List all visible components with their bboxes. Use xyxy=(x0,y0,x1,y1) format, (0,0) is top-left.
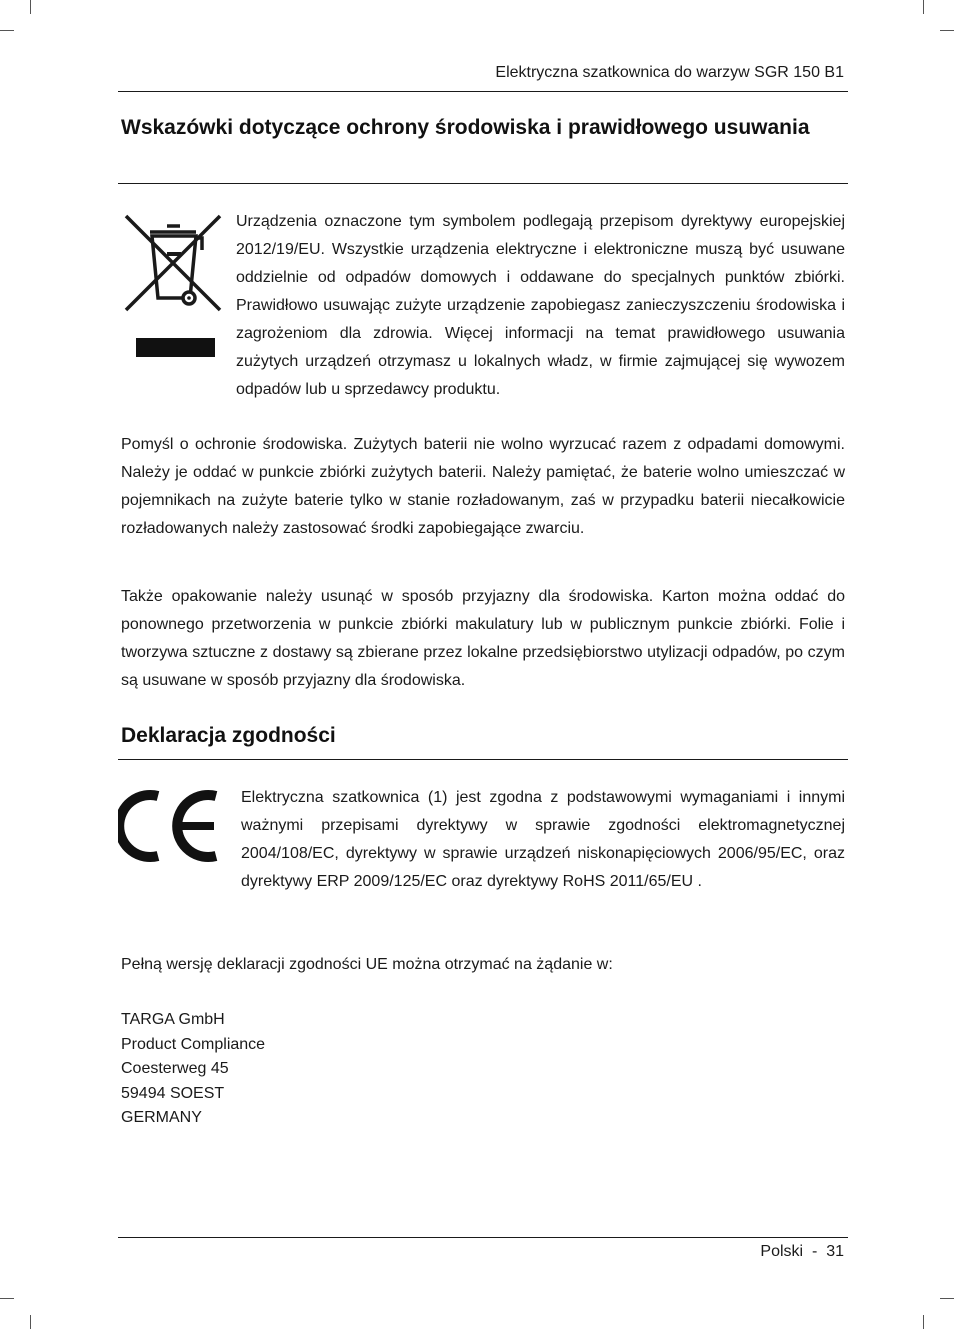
crop-mark xyxy=(0,30,14,31)
crop-mark xyxy=(923,1315,924,1329)
section-heading-environment: Wskazówki dotyczące ochrony środowiska i prawidłowego usuwania xyxy=(121,116,810,139)
address-country: GERMANY xyxy=(121,1109,202,1126)
battery-paragraph: Pomyśl o ochronie środowiska. Zużytych baterii nie wolno wyrzucać razem z odpadami domowymi. Należy je oddać w punkcie zbiórki zużytych baterii. Należy pamiętać, że baterie wolno umieszczać w pojemnikach na zużyte baterie tylko w stanie rozładowanym, zaś w przypadku baterii niecałkowicie rozładowanych należy zastosować środki zapobiegające zwarciu. xyxy=(121,436,845,537)
address-city: 59494 SOEST xyxy=(121,1084,225,1102)
request-paragraph: Pełną wersję deklaracji zgodności UE można otrzymać na żądanie w: xyxy=(121,956,613,973)
crop-mark xyxy=(940,30,954,31)
crop-mark xyxy=(0,1298,14,1299)
weee-paragraph: Urządzenia oznaczone tym symbolem podlegają przepisom dyrektywy europejskiej 2012/19/EU. Wszystkie urządzenia elektryczne i elektroniczne muszą być usuwane oddzielnie od odpadów domowych i oddawane do specjalnych punktów zbiórki. Prawidłowo usuwając zużyte urządzenie zapobiegasz zanieczyszczeniu środowiska i zagrożeniom dla zdrowia. Więcej informacji na temat prawidłowego usuwania zużytych urządzeń otrzymasz u lokalnych władz, w firmie zajmującej się wywozem odpadów lub u sprzedawcy produktu. xyxy=(236,213,845,398)
crop-mark xyxy=(940,1298,954,1299)
running-header: Elektryczna szatkownica do warzyw SGR 150 B1 xyxy=(495,64,844,81)
address-company: TARGA GmbH xyxy=(121,1011,225,1028)
address-department: Product Compliance xyxy=(121,1035,266,1053)
address-block xyxy=(121,1008,265,1131)
crossed-out-wheelie-bin-icon xyxy=(122,210,227,360)
packaging-paragraph: Także opakowanie należy usunąć w sposób przyjazny dla środowiska. Karton można oddać do ponownego przetworzenia w punkcie zbiórki makulatury lub w publicznym punkcie zbiórki. Folie i tworzywa sztuczne z dostawy są zbierane przez lokalne przedsiębiorstwo utylizacji odpadów, po czym są usuwane w sposób przyjazny dla środowiska. xyxy=(121,588,845,689)
header-rule xyxy=(118,91,848,92)
section-rule xyxy=(118,759,848,760)
ce-mark-icon xyxy=(118,788,224,864)
section-rule xyxy=(118,183,848,184)
address-street: Coesterweg 45 xyxy=(121,1060,229,1077)
footer-rule xyxy=(118,1237,848,1238)
crop-mark xyxy=(923,0,924,14)
ce-paragraph: Elektryczna szatkownica (1) jest zgodna z podstawowymi wymaganiami i innymi ważnymi przepisami dyrektywy w sprawie zgodności elektromagnetycznej 2004/108/EC, dyrektywy w sprawie urządzeń niskonapięciowych 2006/95/EC, oraz dyrektywy ERP 2009/125/EC oraz dyrektywy RoHS 2011/65/EU . xyxy=(241,789,845,890)
crop-mark xyxy=(30,1315,31,1329)
section-heading-declaration: Deklaracja zgodności xyxy=(121,724,336,747)
crop-mark xyxy=(30,0,31,14)
page-number: Polski - 31 xyxy=(760,1243,844,1260)
